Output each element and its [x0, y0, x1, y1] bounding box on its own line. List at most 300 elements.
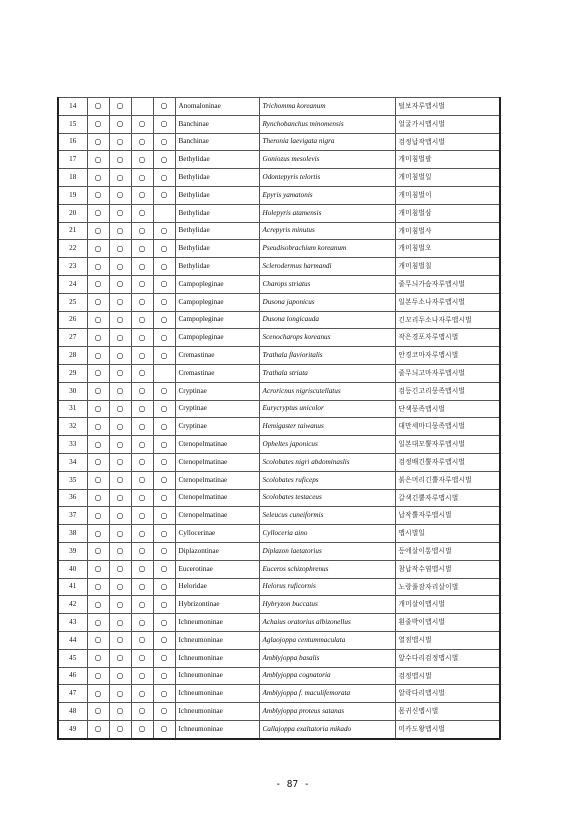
- row-number: 39: [58, 542, 87, 560]
- occurrence-mark: ○: [153, 133, 175, 151]
- occurrence-mark: ○: [131, 525, 153, 543]
- occurrence-mark: ○: [87, 204, 109, 222]
- occurrence-mark: ○: [109, 347, 131, 365]
- occurrence-mark: ○: [153, 258, 175, 276]
- scientific-name: Scenocharops koreanus: [259, 329, 395, 347]
- occurrence-mark: ○: [153, 400, 175, 418]
- korean-name: 털보자루맵시벌: [395, 98, 500, 116]
- occurrence-mark: ○: [87, 649, 109, 667]
- korean-name: 개미침벌오: [395, 240, 500, 258]
- korean-name: 개미침벌칠: [395, 258, 500, 276]
- scientific-name: Amblyjoppa basalis: [259, 649, 395, 667]
- korean-name: 개미살이맵시벌: [395, 596, 500, 614]
- occurrence-mark: ○: [153, 169, 175, 187]
- occurrence-mark: ○: [87, 542, 109, 560]
- row-number: 19: [58, 186, 87, 204]
- row-number: 18: [58, 169, 87, 187]
- row-number: 15: [58, 115, 87, 133]
- occurrence-mark: ○: [109, 542, 131, 560]
- family-name: Campopleginae: [175, 275, 259, 293]
- occurrence-mark: ○: [87, 525, 109, 543]
- table-row: [58, 418, 500, 436]
- occurrence-mark: ○: [131, 382, 153, 400]
- occurrence-mark: ○: [153, 542, 175, 560]
- table-row: [58, 275, 500, 293]
- occurrence-mark: ○: [87, 169, 109, 187]
- family-name: Ctenopelmatinae: [175, 453, 259, 471]
- family-name: Bethylidae: [175, 151, 259, 169]
- occurrence-mark: ○: [109, 418, 131, 436]
- family-name: Ctenopelmatinae: [175, 436, 259, 454]
- row-number: 47: [58, 685, 87, 703]
- row-number: 24: [58, 275, 87, 293]
- family-name: Cryptinae: [175, 400, 259, 418]
- korean-name: 등에살이통맵시벌: [395, 542, 500, 560]
- row-number: 33: [58, 436, 87, 454]
- korean-name: 얼굴가시맵시벌: [395, 115, 500, 133]
- occurrence-mark: ○: [153, 275, 175, 293]
- occurrence-mark: ○: [131, 418, 153, 436]
- occurrence-mark: ○: [109, 115, 131, 133]
- korean-name: 납작뿔자루맵시벌: [395, 507, 500, 525]
- row-number: 31: [58, 400, 87, 418]
- table-row: [58, 133, 500, 151]
- table-row: [58, 453, 500, 471]
- row-number: 20: [58, 204, 87, 222]
- korean-name: 대만세마디뭉족맵시벌: [395, 418, 500, 436]
- row-number: 44: [58, 631, 87, 649]
- occurrence-mark: ○: [87, 685, 109, 703]
- occurrence-mark: ○: [87, 667, 109, 685]
- occurrence-mark: ○: [87, 222, 109, 240]
- family-name: Heloridae: [175, 578, 259, 596]
- family-name: Campopleginae: [175, 293, 259, 311]
- occurrence-mark: ○: [153, 418, 175, 436]
- occurrence-mark: ○: [131, 240, 153, 258]
- table-row: [58, 98, 500, 116]
- table-row: [58, 186, 500, 204]
- family-name: Ichneumoninae: [175, 703, 259, 721]
- occurrence-mark: ○: [131, 489, 153, 507]
- occurrence-mark: ○: [131, 436, 153, 454]
- row-number: 49: [58, 720, 87, 738]
- scientific-name: Trichomma koreanum: [259, 98, 395, 116]
- occurrence-mark: ○: [131, 364, 153, 382]
- family-name: Bethylidae: [175, 258, 259, 276]
- family-name: Eucerotinae: [175, 560, 259, 578]
- occurrence-mark: ○: [87, 578, 109, 596]
- occurrence-mark: ○: [153, 560, 175, 578]
- scientific-name: Pseudisobrachium koreanum: [259, 240, 395, 258]
- scientific-name: Seleucus cuneiformis: [259, 507, 395, 525]
- scientific-name: Hybryzon buccatus: [259, 596, 395, 614]
- table-row: [58, 596, 500, 614]
- occurrence-mark: ○: [153, 453, 175, 471]
- occurrence-mark: ○: [109, 98, 131, 116]
- korean-name: 긴꼬리두소나자루맵시벌: [395, 311, 500, 329]
- row-number: 41: [58, 578, 87, 596]
- scientific-name: Aglaojoppa centummaculata: [259, 631, 395, 649]
- row-number: 42: [58, 596, 87, 614]
- table-row: [58, 115, 500, 133]
- korean-name: 개미침벌일: [395, 169, 500, 187]
- korean-name: 붉은머리긴뿔자루맵시벌: [395, 471, 500, 489]
- occurrence-mark: ○: [131, 329, 153, 347]
- table-row: [58, 649, 500, 667]
- family-name: Diplazontinae: [175, 542, 259, 560]
- row-number: 35: [58, 471, 87, 489]
- table-row: [58, 703, 500, 721]
- occurrence-mark: ○: [153, 347, 175, 365]
- occurrence-mark: ○: [153, 703, 175, 721]
- table-row: [58, 685, 500, 703]
- scientific-name: Trathala striata: [259, 364, 395, 382]
- scientific-name: Amblyjoppa f. maculifemorata: [259, 685, 395, 703]
- occurrence-mark: ○: [109, 596, 131, 614]
- scientific-name: Epyris yamatonis: [259, 186, 395, 204]
- occurrence-mark: ○: [131, 275, 153, 293]
- family-name: Ctenopelmatinae: [175, 471, 259, 489]
- occurrence-mark: ○: [109, 186, 131, 204]
- row-number: 28: [58, 347, 87, 365]
- row-number: 38: [58, 525, 87, 543]
- occurrence-mark: ○: [87, 258, 109, 276]
- occurrence-mark: ○: [109, 293, 131, 311]
- korean-name: 검등긴고리뭉족맵시벌: [395, 382, 500, 400]
- table-row: [58, 222, 500, 240]
- occurrence-mark: ○: [109, 275, 131, 293]
- family-name: Cremastinae: [175, 364, 259, 382]
- scientific-name: Diplazon laetatorius: [259, 542, 395, 560]
- occurrence-mark: ○: [109, 133, 131, 151]
- occurrence-mark: ○: [87, 275, 109, 293]
- row-number: 45: [58, 649, 87, 667]
- occurrence-mark: ○: [87, 133, 109, 151]
- occurrence-mark: ○: [109, 240, 131, 258]
- occurrence-mark: ○: [87, 453, 109, 471]
- occurrence-mark: ○: [109, 614, 131, 632]
- table-row: [58, 364, 500, 382]
- korean-name: 검정납작맵시벌: [395, 133, 500, 151]
- table-row: [58, 525, 500, 543]
- occurrence-mark: ○: [131, 293, 153, 311]
- occurrence-mark: ○: [131, 169, 153, 187]
- korean-name: 개미침벌팔: [395, 151, 500, 169]
- occurrence-mark: ○: [109, 560, 131, 578]
- row-number: 16: [58, 133, 87, 151]
- scientific-name: Trathala flavioritalis: [259, 347, 395, 365]
- occurrence-mark: ○: [87, 151, 109, 169]
- occurrence-mark: ○: [109, 667, 131, 685]
- occurrence-mark: ○: [87, 507, 109, 525]
- row-number: 30: [58, 382, 87, 400]
- scientific-name: Hemigaster taiwanus: [259, 418, 395, 436]
- korean-name: 줄무늬가슴자루맵시벌: [395, 275, 500, 293]
- occurrence-mark: ○: [109, 258, 131, 276]
- scientific-name: Acroricnus nigriscutellatus: [259, 382, 395, 400]
- occurrence-mark: ○: [153, 525, 175, 543]
- scientific-name: Scolobates ruficeps: [259, 471, 395, 489]
- family-name: Bethylidae: [175, 240, 259, 258]
- row-number: 26: [58, 311, 87, 329]
- occurrence-mark: ○: [87, 418, 109, 436]
- table-row: [58, 329, 500, 347]
- scientific-name: Achaius oratorius albizonellus: [259, 614, 395, 632]
- occurrence-mark: ○: [87, 115, 109, 133]
- row-number: 23: [58, 258, 87, 276]
- family-name: Cryptinae: [175, 418, 259, 436]
- occurrence-mark: ○: [109, 703, 131, 721]
- table-row: [58, 382, 500, 400]
- table-row: [58, 542, 500, 560]
- occurrence-mark: ○: [87, 311, 109, 329]
- occurrence-mark: ○: [153, 293, 175, 311]
- occurrence-mark: ○: [109, 436, 131, 454]
- occurrence-mark: ○: [131, 614, 153, 632]
- occurrence-mark: ○: [131, 222, 153, 240]
- scientific-name: Rynchobanchus minomensis: [259, 115, 395, 133]
- row-number: 32: [58, 418, 87, 436]
- occurrence-mark: ○: [131, 667, 153, 685]
- species-table: [57, 97, 501, 740]
- occurrence-mark: ○: [109, 471, 131, 489]
- occurrence-mark: ○: [131, 453, 153, 471]
- occurrence-mark: ○: [87, 436, 109, 454]
- row-number: 37: [58, 507, 87, 525]
- table-row: [58, 507, 500, 525]
- occurrence-mark: ○: [109, 329, 131, 347]
- row-number: 46: [58, 667, 87, 685]
- occurrence-mark: ○: [131, 204, 153, 222]
- scientific-name: Euceros schizophrenus: [259, 560, 395, 578]
- occurrence-mark: ○: [109, 204, 131, 222]
- family-name: Bethylidae: [175, 186, 259, 204]
- table-row: [58, 436, 500, 454]
- family-name: Ctenopelmatinae: [175, 489, 259, 507]
- korean-name: 일본두소나자루맵시벌: [395, 293, 500, 311]
- table-row: [58, 311, 500, 329]
- family-name: Campopleginae: [175, 311, 259, 329]
- korean-name: 개미침벌이: [395, 186, 500, 204]
- row-number: 29: [58, 364, 87, 382]
- occurrence-mark: ○: [131, 631, 153, 649]
- occurrence-mark: ○: [153, 329, 175, 347]
- occurrence-mark: ○: [87, 98, 109, 116]
- family-name: Bethylidae: [175, 169, 259, 187]
- occurrence-mark: ○: [131, 685, 153, 703]
- occurrence-mark: ○: [153, 436, 175, 454]
- occurrence-mark: ○: [131, 311, 153, 329]
- occurrence-mark: ○: [109, 631, 131, 649]
- occurrence-mark: ○: [87, 186, 109, 204]
- korean-name: 흰줄박이맵시벌: [395, 614, 500, 632]
- row-number: 17: [58, 151, 87, 169]
- scientific-name: Helorus ruficornis: [259, 578, 395, 596]
- row-number: 48: [58, 703, 87, 721]
- occurrence-mark: ○: [87, 471, 109, 489]
- scientific-name: Cylloceria aino: [259, 525, 395, 543]
- family-name: Ichneumoninae: [175, 667, 259, 685]
- table-row: [58, 560, 500, 578]
- family-name: Ctenopelmatinae: [175, 507, 259, 525]
- row-number: 40: [58, 560, 87, 578]
- occurrence-mark: ○: [109, 400, 131, 418]
- occurrence-mark: ○: [131, 133, 153, 151]
- family-name: Bethylidae: [175, 204, 259, 222]
- scientific-name: Amblyjoppa proteus satanas: [259, 703, 395, 721]
- occurrence-mark: ○: [153, 240, 175, 258]
- scientific-name: Eurycryptus unicolor: [259, 400, 395, 418]
- occurrence-mark: ○: [131, 507, 153, 525]
- table-row: [58, 169, 500, 187]
- occurrence-mark: ○: [153, 382, 175, 400]
- occurrence-mark: ○: [109, 382, 131, 400]
- scientific-name: Callajoppa exaltatoria mikado: [259, 720, 395, 738]
- occurrence-mark: ○: [131, 649, 153, 667]
- occurrence-mark: ○: [131, 596, 153, 614]
- korean-name: 줄무늬고마자루맵시벌: [395, 364, 500, 382]
- table-row: [58, 720, 500, 738]
- occurrence-mark: ○: [109, 507, 131, 525]
- family-name: Banchinae: [175, 115, 259, 133]
- occurrence-mark: ○: [131, 471, 153, 489]
- occurrence-mark: ○: [153, 649, 175, 667]
- scientific-name: Dusona japonicus: [259, 293, 395, 311]
- occurrence-mark: ○: [131, 347, 153, 365]
- occurrence-mark: ○: [153, 578, 175, 596]
- occurrence-mark: ○: [153, 596, 175, 614]
- occurrence-mark: ○: [109, 525, 131, 543]
- scientific-name: Holepyris atamensis: [259, 204, 395, 222]
- table-row: [58, 667, 500, 685]
- occurrence-mark: ○: [87, 614, 109, 632]
- occurrence-mark: ○: [109, 222, 131, 240]
- scientific-name: Theronia laevigata nigra: [259, 133, 395, 151]
- row-number: 27: [58, 329, 87, 347]
- occurrence-mark: ○: [87, 489, 109, 507]
- row-number: 14: [58, 98, 87, 116]
- row-number: 21: [58, 222, 87, 240]
- occurrence-mark: ○: [109, 151, 131, 169]
- occurrence-mark: [153, 204, 175, 222]
- family-name: Ichneumoninae: [175, 649, 259, 667]
- occurrence-mark: ○: [109, 649, 131, 667]
- family-name: Ichneumoninae: [175, 720, 259, 738]
- occurrence-mark: ○: [109, 685, 131, 703]
- occurrence-mark: ○: [87, 631, 109, 649]
- occurrence-mark: ○: [87, 382, 109, 400]
- korean-name: 작은경포자루맵시벌: [395, 329, 500, 347]
- family-name: Hybrizontinae: [175, 596, 259, 614]
- occurrence-mark: ○: [109, 169, 131, 187]
- korean-name: 개미침벌삼: [395, 204, 500, 222]
- occurrence-mark: ○: [109, 578, 131, 596]
- table-row: [58, 471, 500, 489]
- occurrence-mark: ○: [153, 115, 175, 133]
- scientific-name: Amblyjoppa cognatoria: [259, 667, 395, 685]
- table-row: [58, 240, 500, 258]
- scientific-name: Scolobates testaceus: [259, 489, 395, 507]
- occurrence-mark: ○: [153, 631, 175, 649]
- occurrence-mark: ○: [87, 400, 109, 418]
- occurrence-mark: ○: [109, 720, 131, 738]
- table-row: [58, 631, 500, 649]
- occurrence-mark: ○: [153, 151, 175, 169]
- scientific-name: Dusona longicauda: [259, 311, 395, 329]
- scientific-name: Opheltes japonicus: [259, 436, 395, 454]
- occurrence-mark: ○: [153, 507, 175, 525]
- scientific-name: Odontepyris telortis: [259, 169, 395, 187]
- occurrence-mark: ○: [87, 364, 109, 382]
- scientific-name: Scolobates nigri abdominaslis: [259, 453, 395, 471]
- korean-name: 참납작수염맵시벌: [395, 560, 500, 578]
- occurrence-mark: ○: [153, 489, 175, 507]
- family-name: Anomaloninae: [175, 98, 259, 116]
- occurrence-mark: [131, 98, 153, 116]
- occurrence-mark: ○: [109, 489, 131, 507]
- family-name: Campopleginae: [175, 329, 259, 347]
- korean-name: 노랑풀잠자리살이벌: [395, 578, 500, 596]
- korean-name: 몸귀신맵시벌: [395, 703, 500, 721]
- row-number: 22: [58, 240, 87, 258]
- table-row: [58, 151, 500, 169]
- scientific-name: Acrepyris minutus: [259, 222, 395, 240]
- occurrence-mark: ○: [131, 115, 153, 133]
- table-row: [58, 400, 500, 418]
- occurrence-mark: ○: [109, 311, 131, 329]
- occurrence-mark: ○: [153, 471, 175, 489]
- occurrence-mark: ○: [109, 364, 131, 382]
- scientific-name: Charops striatus: [259, 275, 395, 293]
- occurrence-mark: ○: [109, 453, 131, 471]
- occurrence-mark: ○: [87, 329, 109, 347]
- family-name: Bethylidae: [175, 222, 259, 240]
- occurrence-mark: ○: [87, 720, 109, 738]
- korean-name: 맵시벌일: [395, 525, 500, 543]
- occurrence-mark: ○: [87, 596, 109, 614]
- page-number: - 87 -: [275, 779, 310, 790]
- occurrence-mark: ○: [131, 186, 153, 204]
- occurrence-mark: ○: [87, 703, 109, 721]
- korean-name: 앞수다리검정맵시벌: [395, 649, 500, 667]
- family-name: Ichneumoninae: [175, 631, 259, 649]
- occurrence-mark: ○: [131, 258, 153, 276]
- occurrence-mark: ○: [131, 400, 153, 418]
- korean-name: 일본대모뿔자루맵시벌: [395, 436, 500, 454]
- korean-name: 검정맵시벌: [395, 667, 500, 685]
- family-name: Ichneumoninae: [175, 685, 259, 703]
- korean-name: 미카도왕맵시벌: [395, 720, 500, 738]
- korean-name: 단색뭉족맵시벌: [395, 400, 500, 418]
- family-name: Ichneumoninae: [175, 614, 259, 632]
- occurrence-mark: ○: [131, 578, 153, 596]
- korean-name: 알락다리맵시벌: [395, 685, 500, 703]
- korean-name: 검정배긴뿔자루맵시벌: [395, 453, 500, 471]
- family-name: Banchinae: [175, 133, 259, 151]
- occurrence-mark: [153, 364, 175, 382]
- occurrence-mark: ○: [131, 542, 153, 560]
- occurrence-mark: ○: [131, 703, 153, 721]
- korean-name: 열점맵시벌: [395, 631, 500, 649]
- table-row: [58, 614, 500, 632]
- korean-name: 개미침벌사: [395, 222, 500, 240]
- occurrence-mark: ○: [153, 720, 175, 738]
- table-row: [58, 258, 500, 276]
- occurrence-mark: ○: [153, 98, 175, 116]
- family-name: Cremastinae: [175, 347, 259, 365]
- table-row: [58, 204, 500, 222]
- occurrence-mark: ○: [131, 720, 153, 738]
